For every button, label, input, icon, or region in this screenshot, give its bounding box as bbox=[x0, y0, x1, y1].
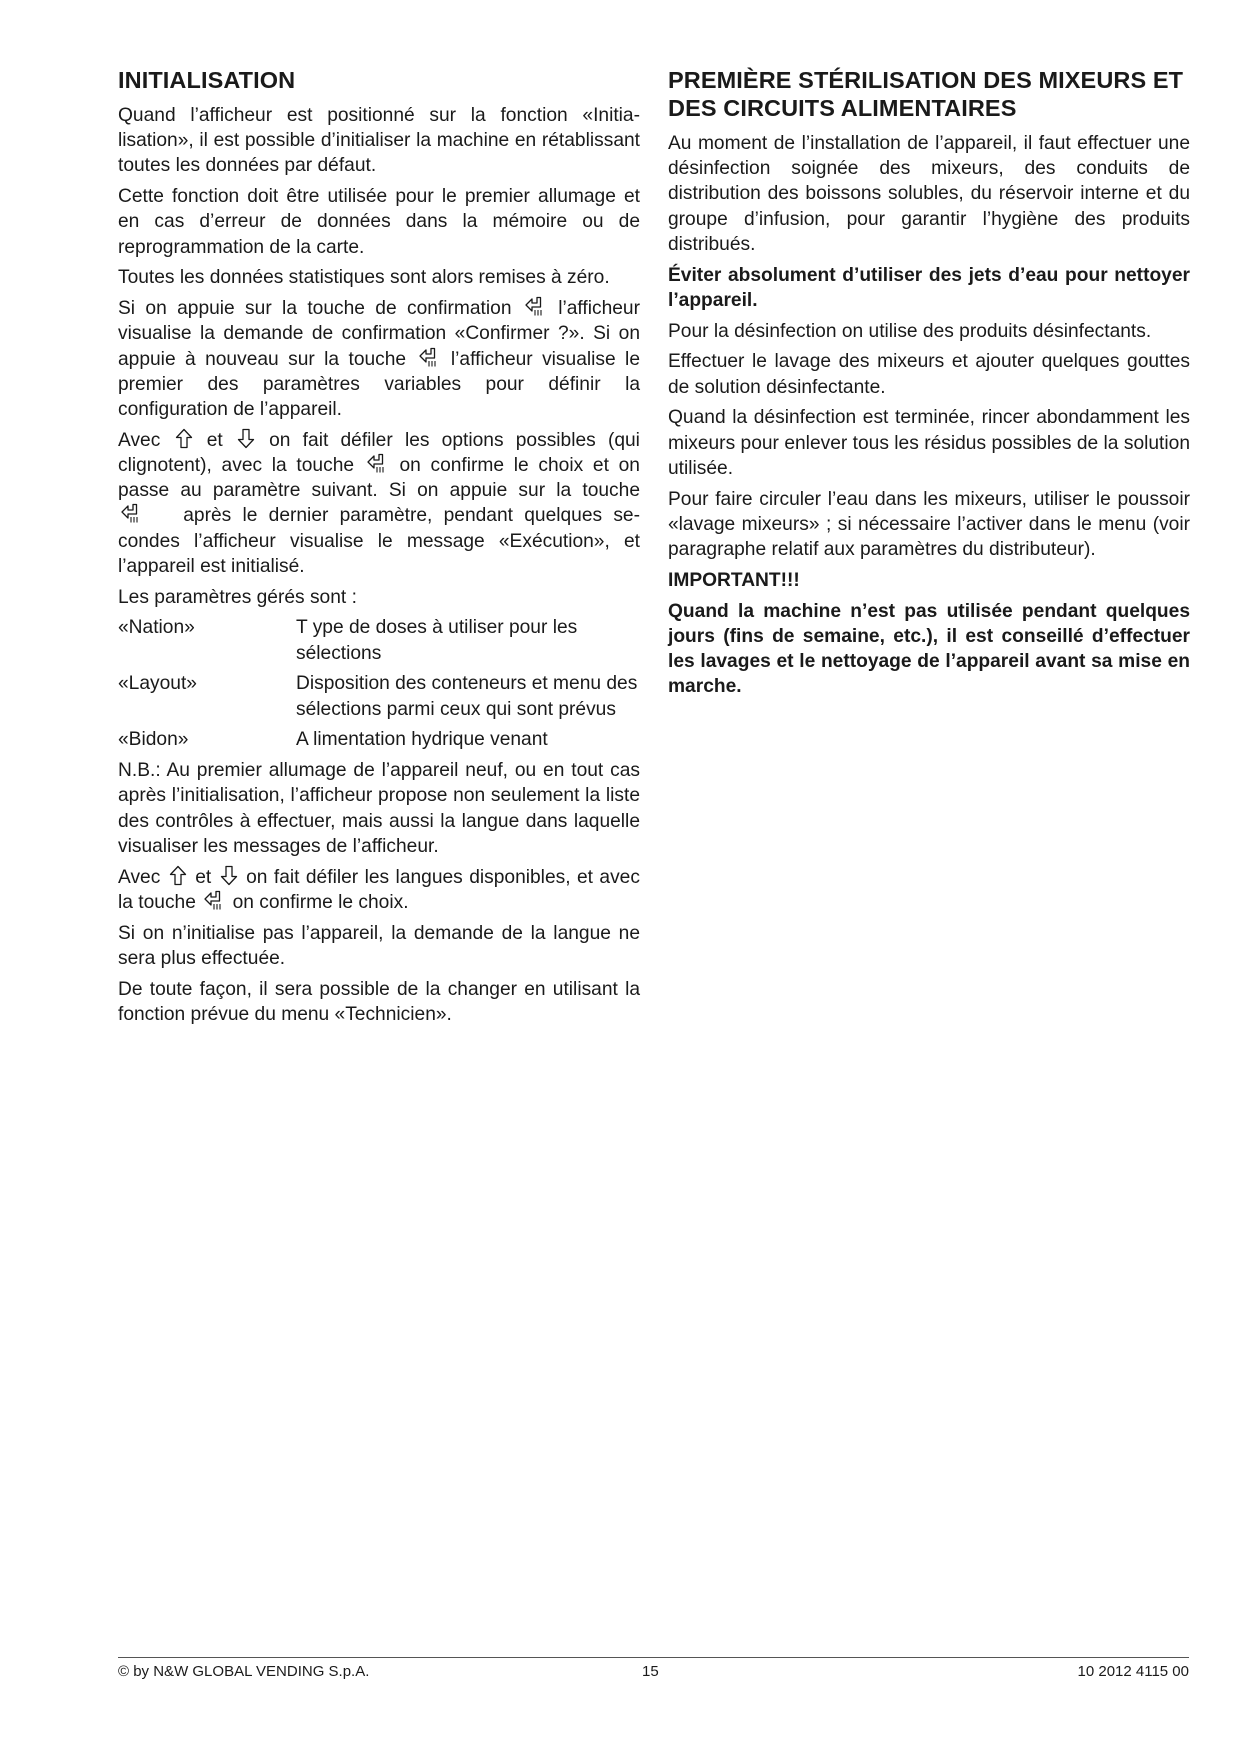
paragraph: Si on n’initialise pas l’appareil, la demande de la langue ne sera plus effectuée. bbox=[118, 922, 640, 969]
parameter-description: A limentation hydrique venant bbox=[296, 729, 548, 751]
text-span: et bbox=[195, 866, 212, 888]
paragraph: N.B.: Au premier allumage de l’appareil neuf, ou en tout cas après l’initialisation, l’afficheur propose non seulement la liste des contrôles à effectuer, mais aussi la langue dans laquelle visualiser les messages de l’afficheur. bbox=[118, 760, 640, 857]
paragraph: Toutes les données statistiques sont alors remises à zéro. bbox=[118, 267, 610, 289]
parameter-name: «Nation» bbox=[118, 617, 195, 639]
parameter-description: Disposition des conteneurs et menu des sélections parmi ceux qui sont prévus bbox=[296, 673, 638, 720]
arrow-up-key-icon bbox=[175, 428, 193, 449]
paragraph: Quand l’afficheur est positionné sur la fonction «Initialisation», il est possible d’initialiser la machine en rétablissant toutes les données par défaut. bbox=[118, 105, 640, 177]
paragraph-language bbox=[118, 865, 640, 915]
section-heading-initialisation: INITIALISATION bbox=[118, 67, 296, 93]
confirm-key-icon bbox=[366, 453, 388, 474]
text-span: après le dernier paramètre, pendant quelques secondes l’afficheur visualise le message «Exécution», et l’appareil est initialisé. bbox=[118, 505, 640, 577]
page-number: 15 bbox=[642, 1663, 659, 1680]
text-span: on fait défiler les langues disponibles, et avec la touche bbox=[118, 866, 640, 913]
paragraph: Cette fonction doit être utilisée pour le premier allumage et en cas d’erreur de données dans la mémoire ou de reprogrammation de la carte. bbox=[118, 186, 640, 258]
important-paragraph: Quand la machine n’est pas utilisée pendant quelques jours (fins de semaine, etc.), il est conseillé d’effectuer les lavages et le nettoyage de l’appareil avant sa mise en marche. bbox=[668, 600, 1190, 698]
text-span: l’afficheur visualise la demande de confirmation «Confirmer ?». Si on appuie à nouveau sur la touche bbox=[118, 298, 640, 370]
document-number: 10 2012 4115 00 bbox=[1077, 1663, 1189, 1680]
paragraph: Pour faire circuler l’eau dans les mixeurs, utiliser le poussoir «lavage mixeurs» ; si nécessaire l’activer dans le menu (voir paragraphe relatif aux paramètres du distributeur). bbox=[668, 488, 1190, 561]
important-label: IMPORTANT!!! bbox=[668, 569, 800, 591]
paragraph-navigation bbox=[118, 428, 640, 579]
right-column bbox=[668, 66, 1190, 705]
confirm-key-icon bbox=[524, 296, 546, 317]
paragraph-confirm bbox=[118, 296, 640, 422]
parameter-name: «Layout» bbox=[118, 673, 197, 695]
paragraph: Effectuer le lavage des mixeurs et ajouter quelques gouttes de solution désinfectante. bbox=[668, 351, 1190, 398]
text-span: l’afficheur visualise le premier des paramètres variables pour définir la configuration de l’appareil. bbox=[118, 348, 640, 421]
paragraph: Pour la désinfection on utilise des produits désinfectants. bbox=[668, 320, 1152, 342]
parameter-description: T ype de doses à utiliser pour les sélections bbox=[296, 617, 578, 664]
paragraph: Au moment de l’installation de l’appareil, il faut effectuer une désinfection soignée des mixeurs, des conduits de distribution des boissons solubles, du réservoir interne et du groupe d’infusion, pour garantir l’hygiène des produits distribués. bbox=[668, 133, 1190, 255]
text-span: on fait défiler les options possibles (qui clignotent), avec la touche bbox=[118, 429, 640, 477]
text-span: Si on appuie sur la touche de confirmation bbox=[118, 298, 512, 320]
text-span: on confirme le choix. bbox=[232, 891, 409, 913]
confirm-key-icon bbox=[120, 503, 142, 524]
paragraph: Quand la désinfection est terminée, rincer abondamment les mixeurs pour enlever tous les résidus possibles de la solution utilisée. bbox=[668, 407, 1190, 479]
parameter-name: «Bidon» bbox=[118, 729, 189, 751]
footer-copyright: © by N&W GLOBAL VENDING S.p.A. bbox=[118, 1663, 370, 1680]
arrow-down-key-icon bbox=[220, 865, 238, 886]
confirm-key-icon bbox=[203, 890, 225, 911]
parameter-row bbox=[118, 615, 640, 665]
arrow-up-key-icon bbox=[169, 865, 187, 886]
page-footer bbox=[118, 1657, 1189, 1680]
parameter-row bbox=[118, 671, 640, 721]
parameter-list bbox=[118, 615, 640, 752]
text-span: Avec bbox=[118, 866, 161, 888]
paragraph: De toute façon, il sera possible de la changer en utilisant la fonction prévue du menu «Technicien». bbox=[118, 978, 640, 1025]
text-span: et bbox=[206, 429, 223, 451]
parameter-row bbox=[118, 727, 640, 752]
left-column bbox=[118, 66, 640, 1033]
section-heading-sterilisation: PREMIÈRE STÉRILISATION DES MIXEURS ET DES CIRCUITS ALIMENTAIRES bbox=[668, 67, 1184, 121]
text-span: on confirme le choix et on passe au paramètre suivant. Si on appuie sur la touche bbox=[118, 455, 640, 502]
arrow-down-key-icon bbox=[237, 428, 255, 449]
warning-paragraph: Éviter absolument d’utiliser des jets d’eau pour nettoyer l’appareil. bbox=[668, 264, 1190, 311]
paragraph: Les paramètres gérés sont : bbox=[118, 586, 357, 608]
confirm-key-icon bbox=[418, 347, 440, 368]
text-span: Avec bbox=[118, 429, 161, 451]
